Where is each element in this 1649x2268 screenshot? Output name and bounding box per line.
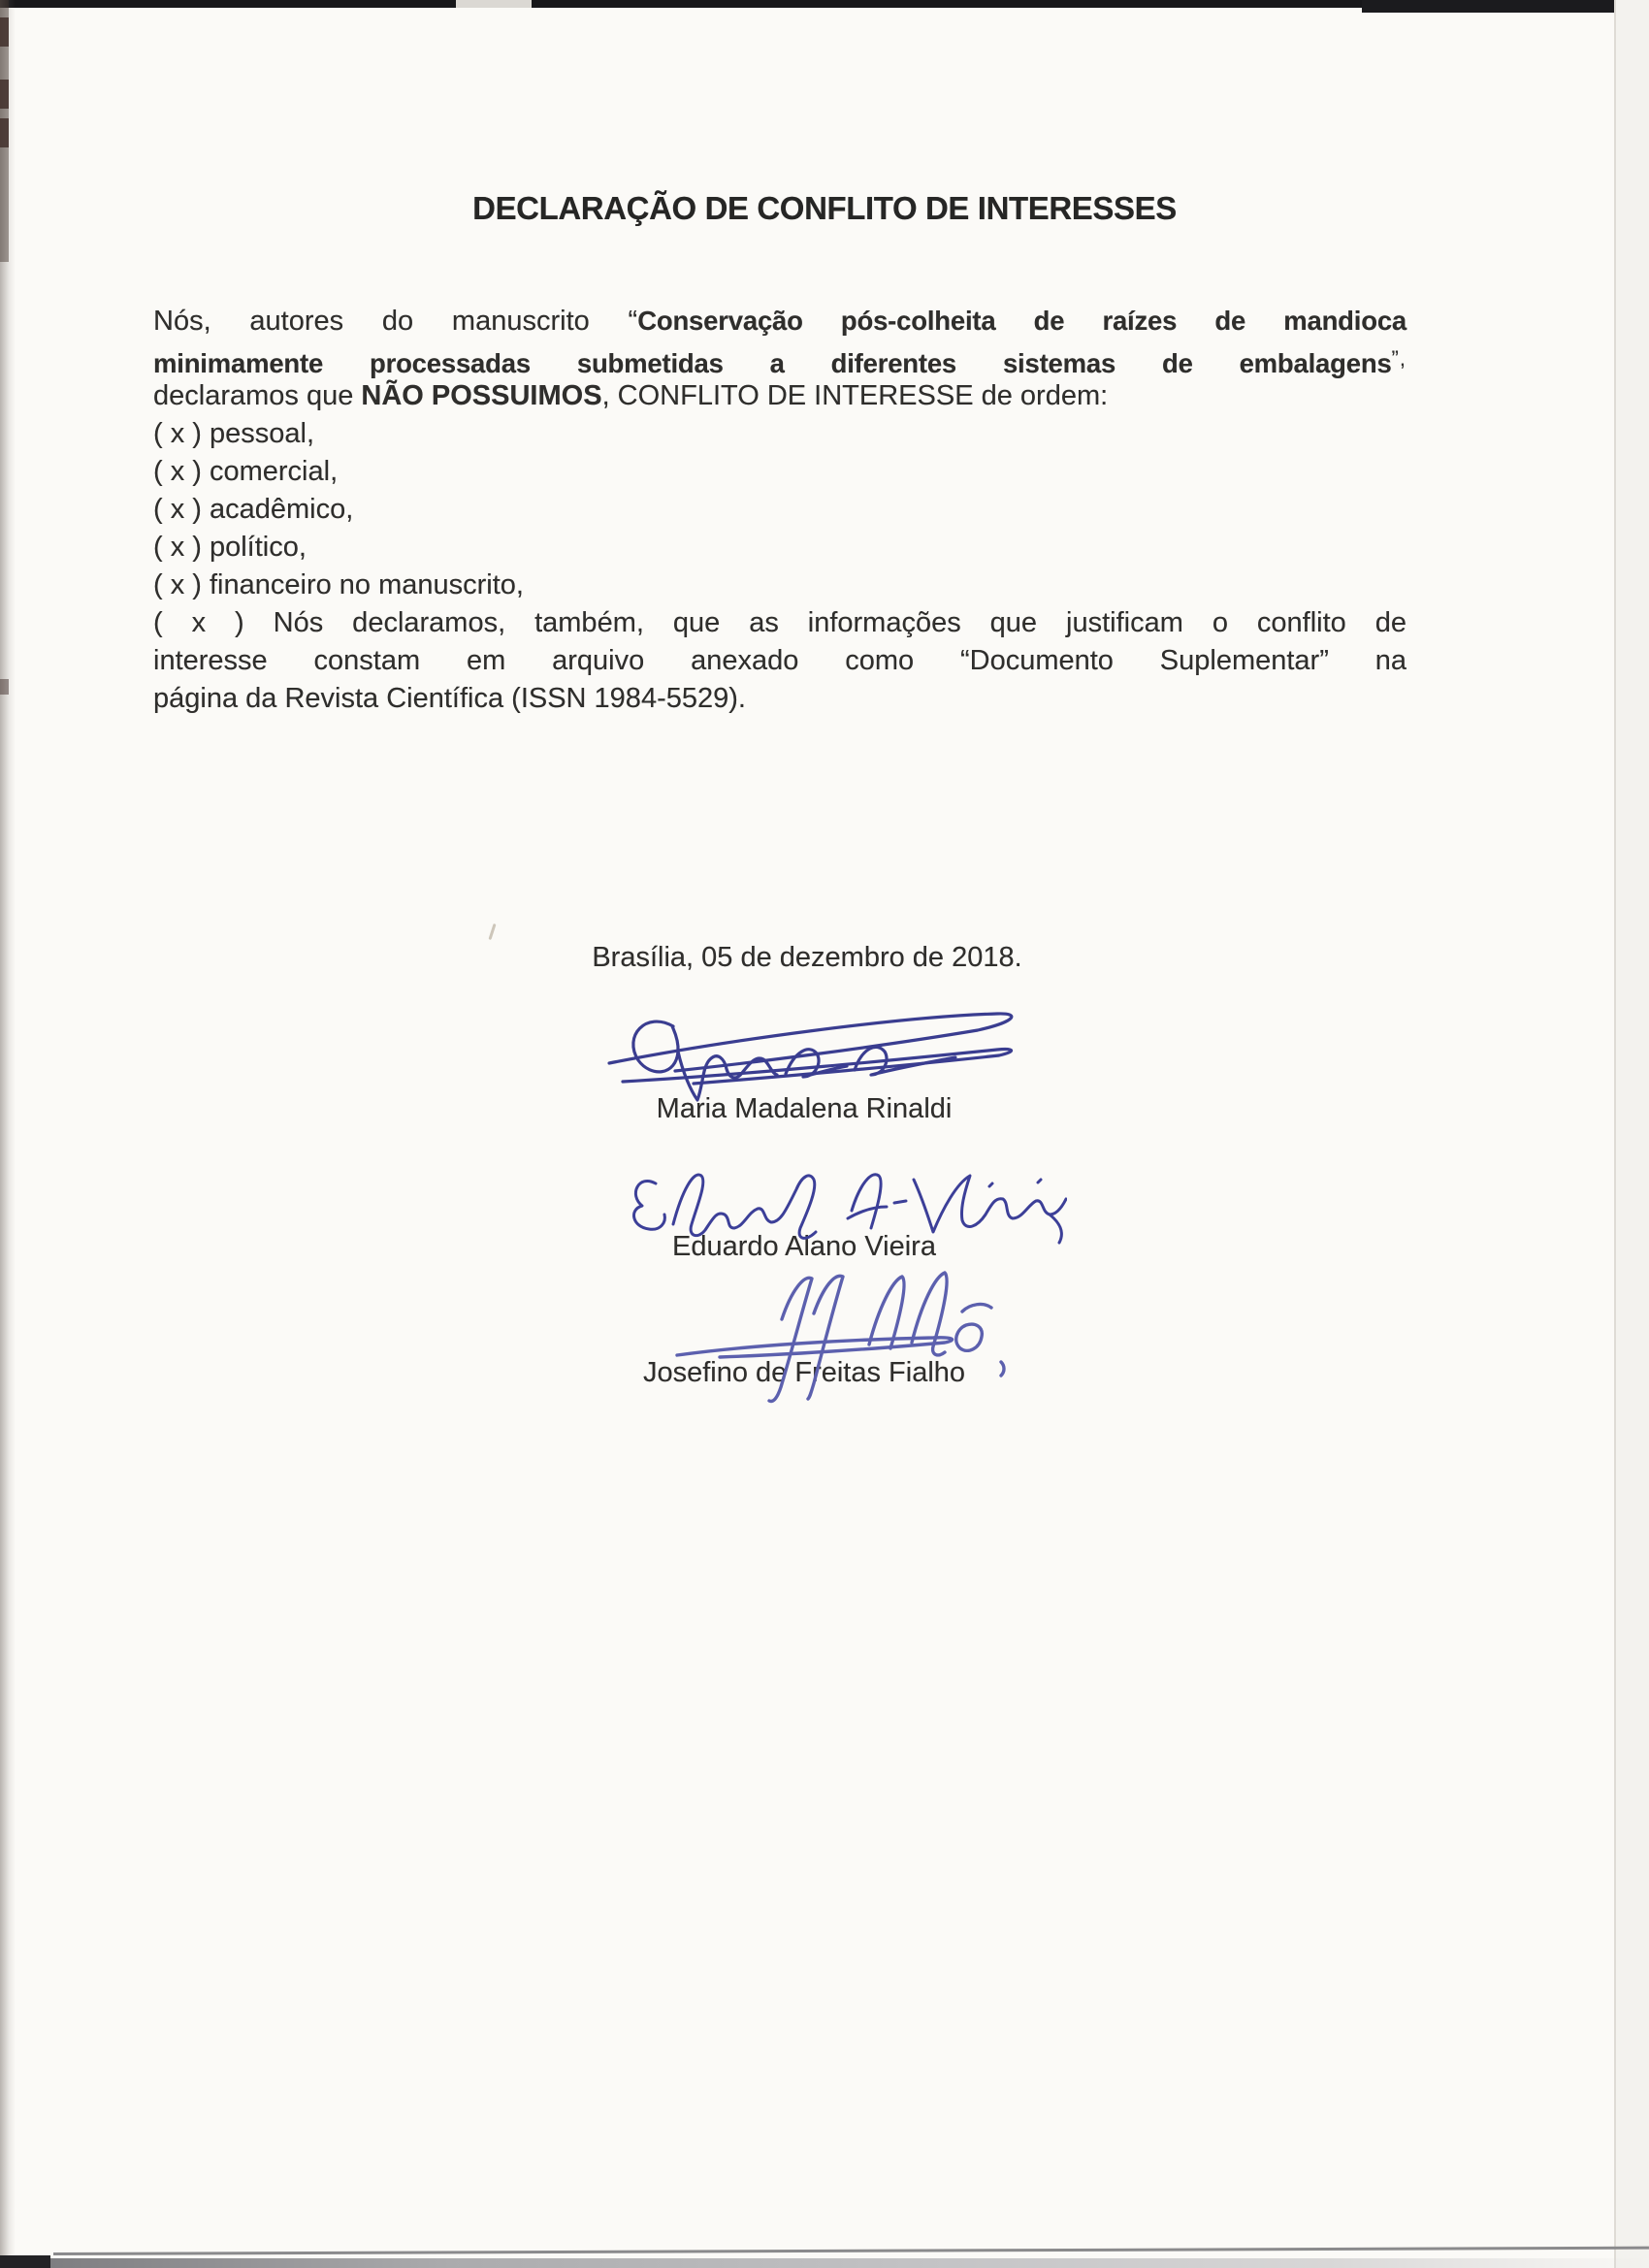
scan-artifact-blob: [0, 118, 9, 147]
checklist-item-declaration-line: interesse constam em arquivo anexado como “Documento Suplementar” na: [153, 645, 1406, 676]
signer-name: Maria Madalena Rinaldi: [656, 1093, 953, 1124]
signature-ink-rinaldi: [582, 991, 1048, 1110]
scan-edge-left: [0, 0, 16, 2268]
closing-quote: ”,: [1391, 346, 1406, 371]
checklist-item: ( x ) acadêmico,: [153, 494, 354, 525]
signer-name: Eduardo Alano Vieira: [672, 1231, 936, 1262]
paragraph-text: Nós, autores do manuscrito “: [153, 306, 638, 337]
stray-pen-mark: [488, 923, 496, 940]
scan-artifact-blob: [0, 17, 9, 47]
checklist-item-declaration-line: página da Revista Científica (ISSN 1984-5529).: [153, 683, 746, 714]
paragraph-text: declaramos que: [153, 380, 362, 411]
date-line: Brasília, 05 de dezembro de 2018.: [592, 942, 1022, 973]
manuscript-title-bold: Conservação pós-colheita de raízes de mandioca: [637, 306, 1407, 336]
scan-edge-bottom-line: [53, 2247, 1649, 2255]
checklist-item: ( x ) comercial,: [153, 456, 339, 487]
scan-edge-right-line: [1614, 0, 1616, 2268]
scan-edge-right-shade: [1616, 0, 1649, 2268]
manuscript-title-bold: minimamente processadas submetidas a diferentes sistemas de embalagens: [153, 348, 1392, 378]
scan-edge-top-right: [1362, 0, 1649, 13]
checklist-item: ( x ) político,: [153, 532, 307, 563]
signer-name: Josefino de Freitas Fialho: [642, 1357, 966, 1388]
scan-edge-top-gap: [456, 0, 532, 8]
document-title: DECLARAÇÃO DE CONFLITO DE INTERESSES: [472, 190, 1177, 226]
scan-artifact-blob: [0, 80, 9, 109]
checklist-item: ( x ) pessoal,: [153, 418, 314, 449]
paragraph-text: , CONFLITO DE INTERESSE de ordem:: [601, 380, 1109, 411]
scan-edge-bottom-corner: [0, 2255, 50, 2268]
paragraph-line: [153, 340, 1406, 377]
scan-artifact-blob: [0, 679, 9, 695]
checklist-item: ( x ) financeiro no manuscrito,: [153, 569, 524, 600]
paragraph-line: [153, 377, 1406, 415]
declaration-body: [153, 302, 1406, 718]
checklist-item-declaration-line: ( x ) Nós declaramos, também, que as informações que justificam o conflito de: [153, 607, 1406, 638]
scan-edge-bottom-band: [50, 2258, 1649, 2268]
paragraph-line: [153, 302, 1406, 340]
nao-possuimos-bold: NÃO POSSUIMOS: [361, 380, 602, 411]
